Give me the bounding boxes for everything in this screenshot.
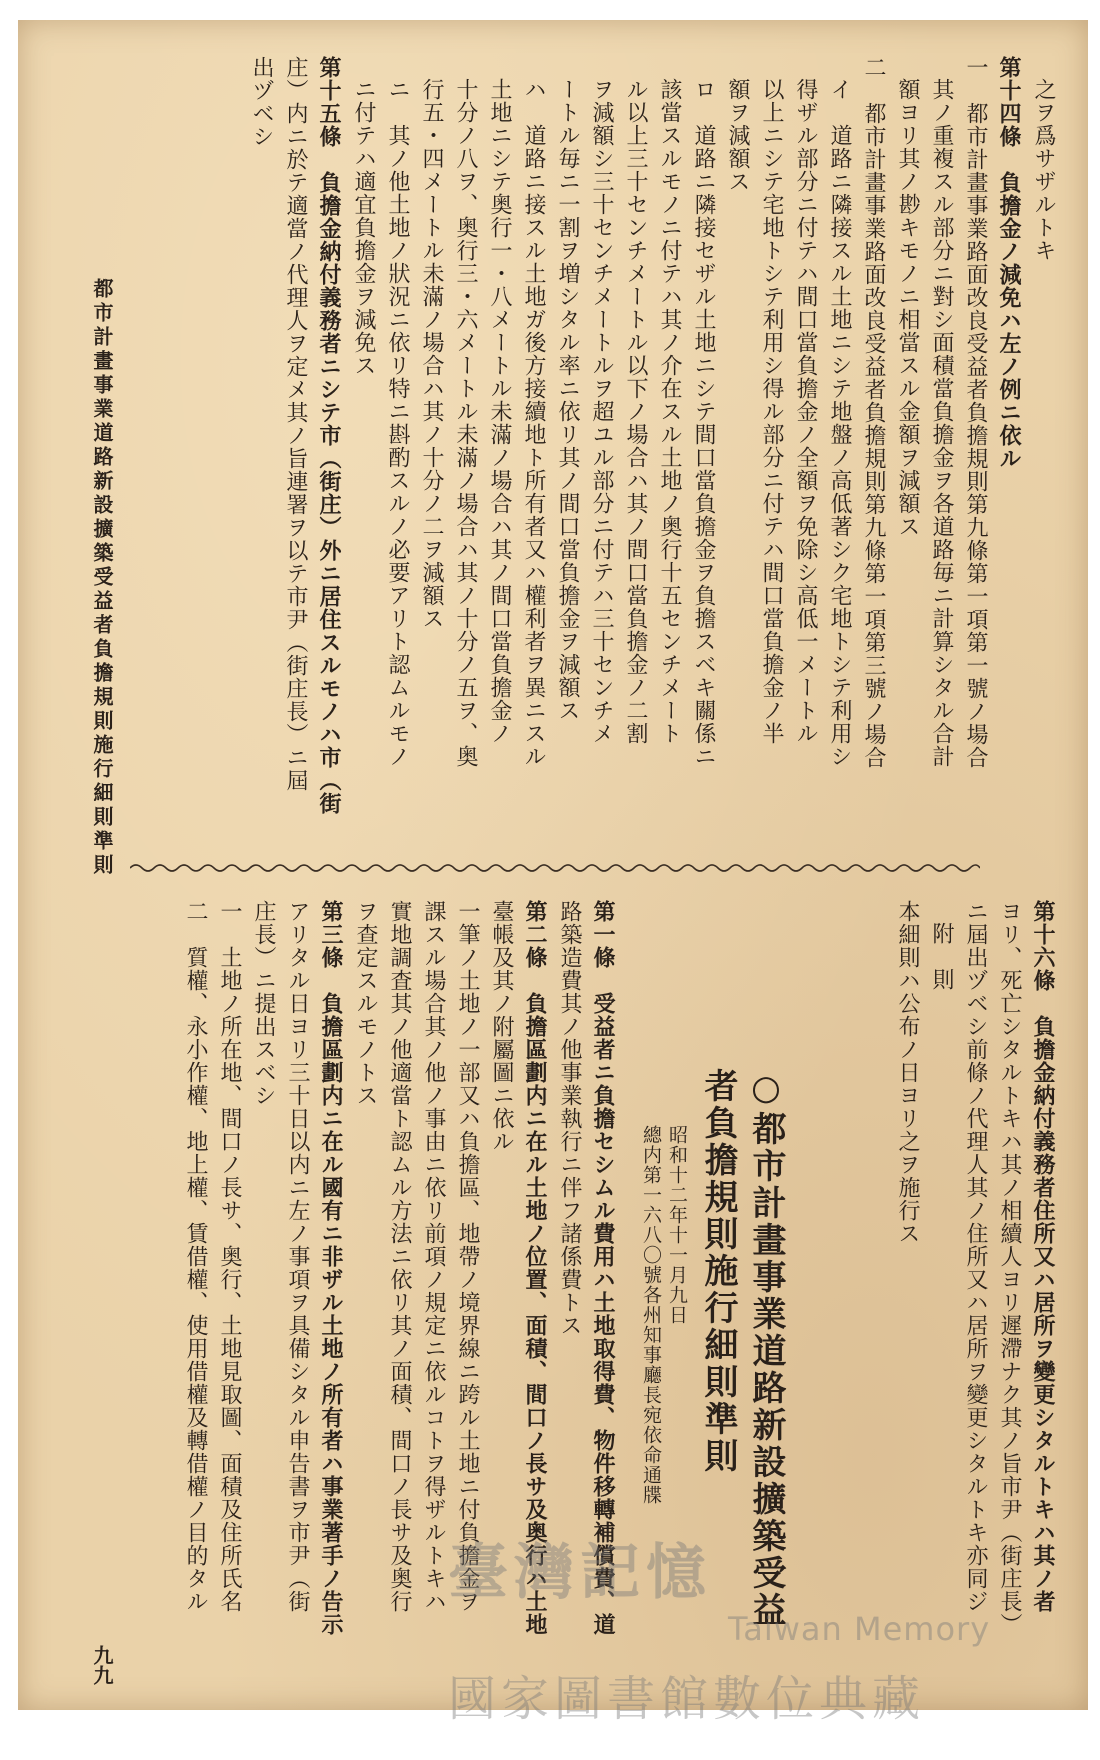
meta-line: 總内第一六八〇號各州知事廳長宛依命通牒 <box>640 1125 662 1505</box>
watermark-subtitle: 國家圖書館數位典藏 <box>448 1671 926 1727</box>
upper-text-line: 得ザル部分ニ付テハ間口當負擔金ノ全額ヲ免除シ高低一メートル <box>793 78 818 745</box>
upper-text-line: 土地ニシテ奥行一・八メートル未滿ノ場合ハ其ノ間口當負擔金ノ <box>487 78 512 745</box>
upper-text-line: 一 都市計畫事業路面改良受益者負擔規則第九條第一項第一號ノ場合 <box>963 56 988 769</box>
meta-line: 昭和十二年十一月九日 <box>666 1125 688 1325</box>
lower-left-text-line: 課スル場合其ノ他ノ事由ニ依リ前項ノ規定ニ依ルコトヲ得ザルトキハ <box>421 900 446 1613</box>
lower-left-text-line: 路築造費其ノ他事業執行ニ伴フ諸係費トス <box>557 900 582 1337</box>
lower-right-text-line: 本細則ハ公布ノ日ヨリ之ヲ施行ス <box>895 900 920 1245</box>
document-page <box>18 20 1088 1727</box>
watermark-title: 臺灣記憶 <box>448 1538 712 1608</box>
upper-text-line: ル以上三十センチメートル以下ノ場合ハ其ノ間口當負擔金ノ二割 <box>623 78 648 745</box>
upper-text-line: ロ 道路ニ隣接セザル土地ニシテ間口當負擔金ヲ負擔スベキ關係ニ <box>691 78 716 768</box>
upper-text-line: 額ヨリ其ノ尠キモノニ相當スル金額ヲ減額ス <box>895 78 920 538</box>
watermark-english: Taiwan Memory <box>728 1610 991 1648</box>
upper-text-line: 二 都市計畫事業路面改良受益者負擔規則第九條第一項第三號ノ場合 <box>861 56 886 769</box>
upper-text-block <box>244 56 1060 846</box>
upper-text-line: 額ヲ減額ス <box>725 78 750 193</box>
upper-text-line: 該當スルモノニ付テハ其ノ介在スル土地ノ奥行十五センチメート <box>657 78 682 745</box>
upper-text-line: 庄）内ニ於テ適當ノ代理人ヲ定メ其ノ旨連署ヲ以テ市尹（街庄長）ニ屆 <box>283 56 308 792</box>
lower-left-text-line: 臺帳及其ノ附屬圖ニ依ル <box>489 900 514 1153</box>
title-line: ○都市計畫事業道路新設擴築受益 <box>746 1068 786 1629</box>
lower-left-text-line: 第二條 負擔區劃内ニ在ル土地ノ位置、面積、間口ノ長サ及奥行ハ土地 <box>522 900 548 1636</box>
upper-text-line: 其ノ重複スル部分ニ對シ面積當負擔金ヲ各道路毎ニ計算シタル合計 <box>929 78 954 768</box>
lower-right-text-line: ヨリ、死亡シタルトキハ其ノ相續人ヨリ遲滯ナク其ノ旨市尹（街庄長） <box>997 900 1022 1636</box>
lower-left-text-line: 第三條 負擔區劃内ニ在ル國有ニ非ザル土地ノ所有者ハ事業著手ノ告示 <box>318 900 344 1636</box>
lower-right-text-line: 第十六條 負擔金納付義務者住所又ハ居所ヲ變更シタルトキハ其ノ者 <box>1030 900 1056 1613</box>
upper-text-line: 以上ニシテ宅地トシテ利用シ得ル部分ニ付テハ間口當負擔金ノ半 <box>759 78 784 745</box>
lower-left-text-line: 庄長）ニ提出スベシ <box>251 900 276 1107</box>
lower-left-text-line: 一 土地ノ所在地、間口ノ長サ、奥行、土地見取圖、面積及住所氏名 <box>217 900 242 1613</box>
lower-left-text-line: アリタル日ヨリ三十日以内ニ左ノ事項ヲ具備シタル申告書ヲ市尹（街 <box>285 900 310 1613</box>
lower-left-text-line: 實地調査其ノ他適當ト認ムル方法ニ依リ其ノ面積、間口ノ長サ及奥行 <box>387 900 412 1613</box>
upper-text-line: 出ヅベシ <box>249 56 274 148</box>
upper-text-line: イ 道路ニ隣接スル土地ニシテ地盤ノ高低著シク宅地トシテ利用シ <box>827 78 852 768</box>
upper-text-line: 十分ノ八ヲ、奥行三・六メートル未滿ノ場合ハ其ノ十分ノ五ヲ、奥 <box>453 78 478 768</box>
upper-text-line: 第十四條 負擔金ノ減免ハ左ノ例ニ依ル <box>996 56 1022 470</box>
upper-text-line: ハ 道路ニ接スル土地ガ後方接續地ト所有者又ハ權利者ヲ異ニスル <box>521 78 546 768</box>
lower-left-text-line: 二 質權、永小作權、地上權、賃借權、使用借權及轉借權ノ目的タル <box>183 900 208 1613</box>
lower-left-text-line: 一筆ノ土地ノ一部又ハ負擔區、地帶ノ境界線ニ跨ル土地ニ付負擔金ヲ <box>455 900 480 1613</box>
wavy-divider <box>130 862 980 874</box>
lower-right-text-line: ニ屆出ヅベシ前條ノ代理人其ノ住所又ハ居所ヲ變更シタルトキ亦同ジ <box>963 900 988 1613</box>
upper-text-line: ートル毎ニ一割ヲ増シタル率ニ依リ其ノ間口當負擔金ヲ減額ス <box>555 78 580 722</box>
upper-text-line: ニ付テハ適宜負擔金ヲ減免ス <box>351 78 376 377</box>
watermark <box>448 1460 1008 1760</box>
upper-text-line: 之ヲ爲サザルトキ <box>1031 78 1056 262</box>
upper-text-line: 行五・四メートル未滿ノ場合ハ其ノ十分ノ二ヲ減額ス <box>419 78 444 630</box>
lower-right-text-line: 附 則 <box>929 922 954 991</box>
upper-text-line: ニ 其ノ他土地ノ狀況ニ依リ特ニ斟酌スルノ必要アリト認ムルモノ <box>385 78 410 768</box>
title-line: 者負擔規則施行細則準則 <box>698 1068 738 1475</box>
lower-left-text-line: ヲ查定スルモノトス <box>353 900 378 1107</box>
upper-text-line: 第十五條 負擔金納付義務者ニシテ市（街庄）外ニ居住スルモノハ市（街 <box>316 56 342 815</box>
page-number: 九九 <box>90 1645 114 1685</box>
running-head: 都市計畫事業道路新設擴築受益者負擔規則施行細則準則 <box>90 278 114 878</box>
upper-text-line: ヲ減額シ三十センチメートルヲ超ユル部分ニ付テハ三十センチメ <box>589 78 614 745</box>
lower-left-text-line: 第一條 受益者ニ負擔セシムル費用ハ土地取得費、物件移轉補償費、道 <box>590 900 616 1636</box>
